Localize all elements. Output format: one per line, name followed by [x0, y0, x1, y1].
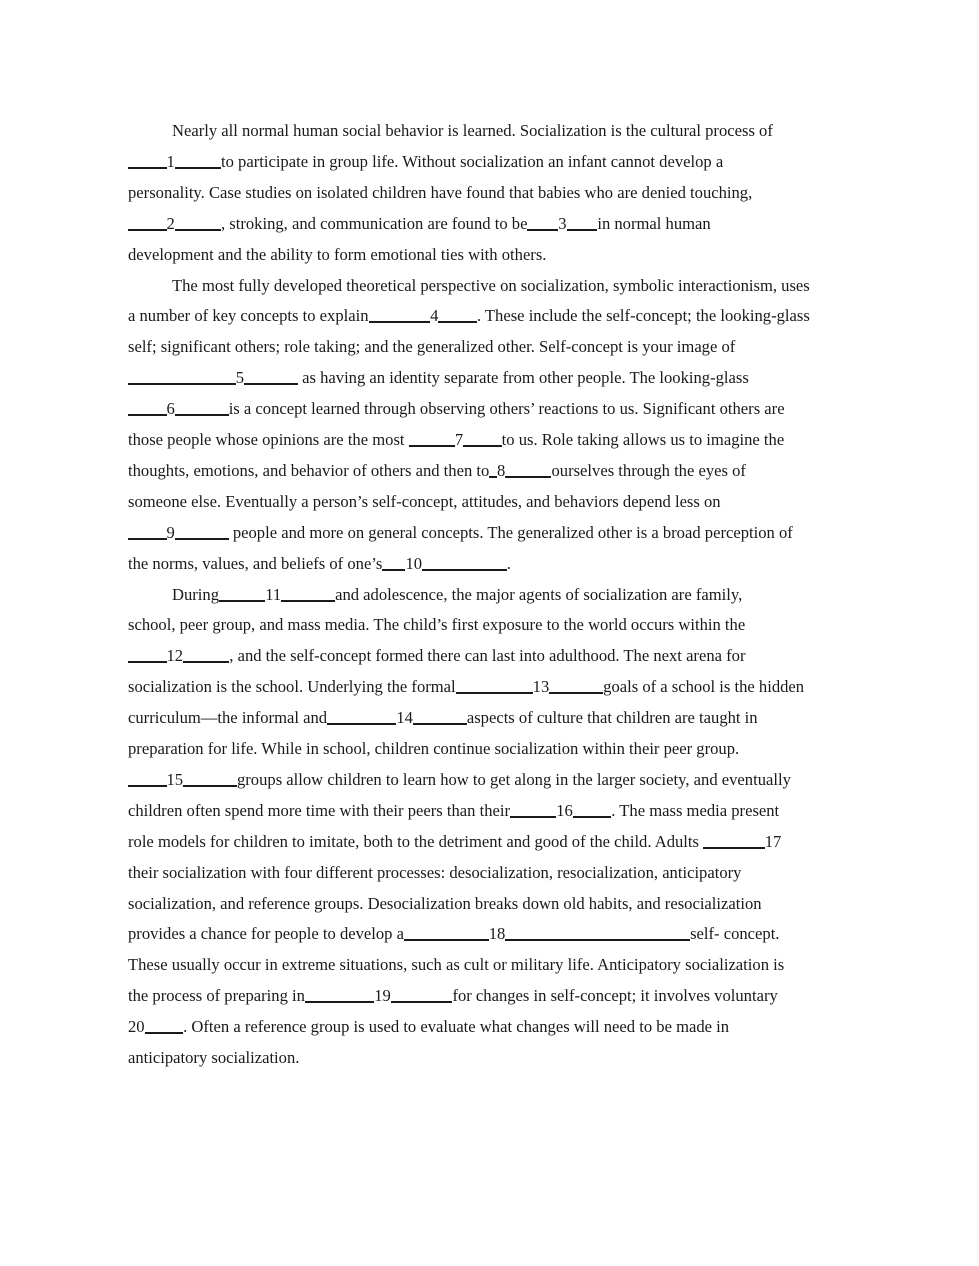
text-line — [128, 677, 804, 697]
text-run: . The mass media present — [611, 800, 780, 820]
text-run: thoughts, emotions, and behavior of others and then to — [128, 460, 490, 480]
answer-blank[interactable] — [327, 709, 396, 725]
text-line — [128, 214, 711, 234]
text-run: 7 — [454, 430, 464, 449]
answer-blank[interactable] — [404, 925, 489, 941]
text-line — [128, 337, 735, 357]
answer-blank[interactable] — [281, 586, 335, 602]
answer-blank[interactable] — [510, 802, 556, 818]
text-run: aspects of culture that children are taught in — [466, 708, 758, 728]
text-run: The most fully developed theoretical perspective on socialization, symbolic interactionism, uses — [172, 275, 810, 295]
text-run: 3 — [558, 213, 567, 233]
text-line — [128, 1017, 729, 1037]
text-line — [128, 615, 745, 635]
text-run: Nearly all normal human social behavior is learned. Socialization is the cultural process of — [172, 121, 773, 140]
answer-blank[interactable] — [391, 987, 453, 1003]
text-line — [128, 801, 779, 821]
answer-blank[interactable] — [527, 215, 558, 231]
text-run: 4 — [430, 306, 439, 326]
text-run: the norms, values, and beliefs of one’s — [128, 553, 383, 573]
text-run: to participate in group life. Without socialization an infant cannot develop a — [220, 151, 724, 171]
answer-blank[interactable] — [305, 987, 374, 1003]
text-run: 11 — [265, 584, 282, 604]
text-line — [128, 430, 784, 450]
text-line — [128, 924, 779, 944]
answer-blank[interactable] — [413, 709, 467, 725]
text-line — [128, 955, 784, 975]
text-run: 20 — [128, 1017, 145, 1037]
text-run: goals of a school is the hidden — [603, 677, 805, 697]
text-run: socialization, and reference groups. Desocialization breaks down old habits, and resocialization — [128, 893, 762, 913]
text-run: curriculum—the informal and — [128, 708, 328, 728]
answer-blank[interactable] — [422, 555, 507, 571]
text-line — [128, 1048, 299, 1068]
text-run: 12 — [166, 646, 184, 666]
text-run: , and the self-concept formed there can last into adulthood. The next arena for — [229, 646, 746, 666]
answer-blank[interactable] — [505, 462, 551, 478]
text-line — [128, 832, 781, 852]
text-run: as having an identity separate from other people. The looking-glass — [297, 368, 749, 388]
text-line — [128, 399, 785, 419]
answer-blank[interactable] — [505, 925, 690, 941]
text-line — [128, 183, 752, 203]
text-run: 13 — [532, 677, 550, 697]
text-run: role models for children to imitate, both to the detriment and good of the child. Adults — [128, 831, 704, 851]
text-line — [128, 461, 746, 481]
text-run: 16 — [556, 800, 573, 820]
text-line — [128, 306, 810, 326]
text-run: 10 — [405, 553, 423, 573]
text-line — [128, 492, 721, 512]
text-run: anticipatory socialization. — [128, 1048, 300, 1067]
answer-blank[interactable] — [567, 215, 598, 231]
text-line — [128, 368, 749, 388]
answer-blank[interactable] — [703, 833, 765, 849]
text-run: 2 — [166, 213, 175, 233]
text-line — [128, 770, 791, 790]
text-run: for changes in self-concept; it involves voluntary — [452, 986, 778, 1006]
text-line — [128, 523, 793, 543]
text-line — [128, 554, 511, 574]
answer-blank[interactable] — [128, 215, 167, 231]
text-line — [128, 646, 746, 666]
text-run: those people whose opinions are the most — [128, 430, 409, 449]
text-run: self- concept. — [690, 924, 780, 944]
text-run: . Often a reference group is used to evaluate what changes will need to be made in — [183, 1017, 730, 1037]
answer-blank[interactable] — [128, 400, 167, 416]
text-run: 9 — [166, 522, 175, 542]
text-line — [128, 986, 778, 1006]
text-run: provides a chance for people to develop a — [128, 924, 404, 944]
text-run: children often spend more time with their peers than their — [128, 800, 510, 820]
answer-blank[interactable] — [409, 431, 455, 447]
text-run: ourselves through the eyes of — [551, 460, 746, 480]
text-run: their socialization with four different processes: desocialization, resocialization, anticipatory — [128, 862, 742, 882]
answer-blank[interactable] — [128, 369, 236, 385]
text-run: people and more on general concepts. The generalized other is a broad perception of — [228, 522, 793, 542]
text-run: personality. Case studies on isolated children have found that babies who are denied touching, — [128, 182, 753, 202]
text-run: a number of key concepts to explain — [128, 306, 369, 326]
answer-blank[interactable] — [438, 307, 477, 323]
text-line — [128, 245, 546, 265]
answer-blank[interactable] — [183, 771, 237, 787]
answer-blank[interactable] — [175, 215, 221, 231]
text-run: 15 — [166, 769, 184, 789]
answer-blank[interactable] — [183, 647, 229, 663]
answer-blank[interactable] — [382, 555, 405, 571]
text-run: , stroking, and communication are found to be — [220, 213, 528, 233]
answer-blank[interactable] — [128, 524, 167, 540]
text-run: is a concept learned through observing others’ reactions to us. Significant others are — [228, 399, 785, 419]
text-run: and adolescence, the major agents of socialization are family, — [335, 584, 743, 604]
text-run: 19 — [374, 986, 391, 1006]
text-run: . — [506, 553, 511, 573]
answer-blank[interactable] — [128, 771, 167, 787]
answer-blank[interactable] — [128, 153, 167, 169]
text-run: 1 — [166, 151, 175, 171]
text-run: During — [172, 584, 220, 604]
text-line — [128, 894, 762, 914]
text-line — [172, 276, 810, 296]
text-run: development and the ability to form emotional ties with others. — [128, 244, 547, 264]
text-run: 14 — [396, 708, 413, 728]
text-run: to us. Role taking allows us to imagine the — [501, 430, 785, 449]
text-run: . These include the self-concept; the looking-glass — [476, 306, 810, 326]
answer-blank[interactable] — [369, 307, 431, 323]
text-run: socialization is the school. Underlying the formal — [128, 677, 456, 697]
text-line — [128, 863, 741, 883]
text-run: 18 — [488, 924, 506, 944]
text-run: in normal human — [597, 213, 711, 233]
answer-blank[interactable] — [244, 369, 298, 385]
text-run: 17 — [764, 831, 782, 851]
answer-blank[interactable] — [573, 802, 612, 818]
text-run: school, peer group, and mass media. The child’s first exposure to the world occurs within the — [128, 615, 746, 635]
text-run: self; significant others; role taking; and the generalized other. Self-concept is your image of — [128, 337, 736, 357]
text-line — [128, 708, 758, 728]
answer-blank[interactable] — [145, 1018, 184, 1034]
answer-blank[interactable] — [456, 678, 533, 694]
text-line — [128, 739, 739, 759]
text-run: the process of preparing in — [128, 986, 305, 1006]
text-run: someone else. Eventually a person’s self-concept, attitudes, and behaviors depend less on — [128, 491, 721, 511]
text-run: 8 — [497, 460, 506, 480]
answer-blank[interactable] — [463, 431, 502, 447]
answer-blank[interactable] — [175, 400, 229, 416]
text-line — [128, 152, 723, 172]
answer-blank[interactable] — [175, 153, 221, 169]
answer-blank[interactable] — [219, 586, 265, 602]
text-line — [172, 121, 773, 141]
answer-blank[interactable] — [128, 647, 167, 663]
answer-blank[interactable] — [549, 678, 603, 694]
text-run: 5 — [235, 368, 245, 388]
answer-blank[interactable] — [175, 524, 229, 540]
answer-blank[interactable] — [489, 462, 497, 478]
text-run: 6 — [166, 399, 175, 419]
text-run: preparation for life. While in school, children continue socialization within their peer group. — [128, 739, 740, 758]
text-run: These usually occur in extreme situations, such as cult or military life. Anticipatory socialization is — [128, 955, 785, 975]
text-line — [172, 585, 742, 605]
text-run: groups allow children to learn how to get along in the larger society, and eventually — [236, 769, 791, 789]
